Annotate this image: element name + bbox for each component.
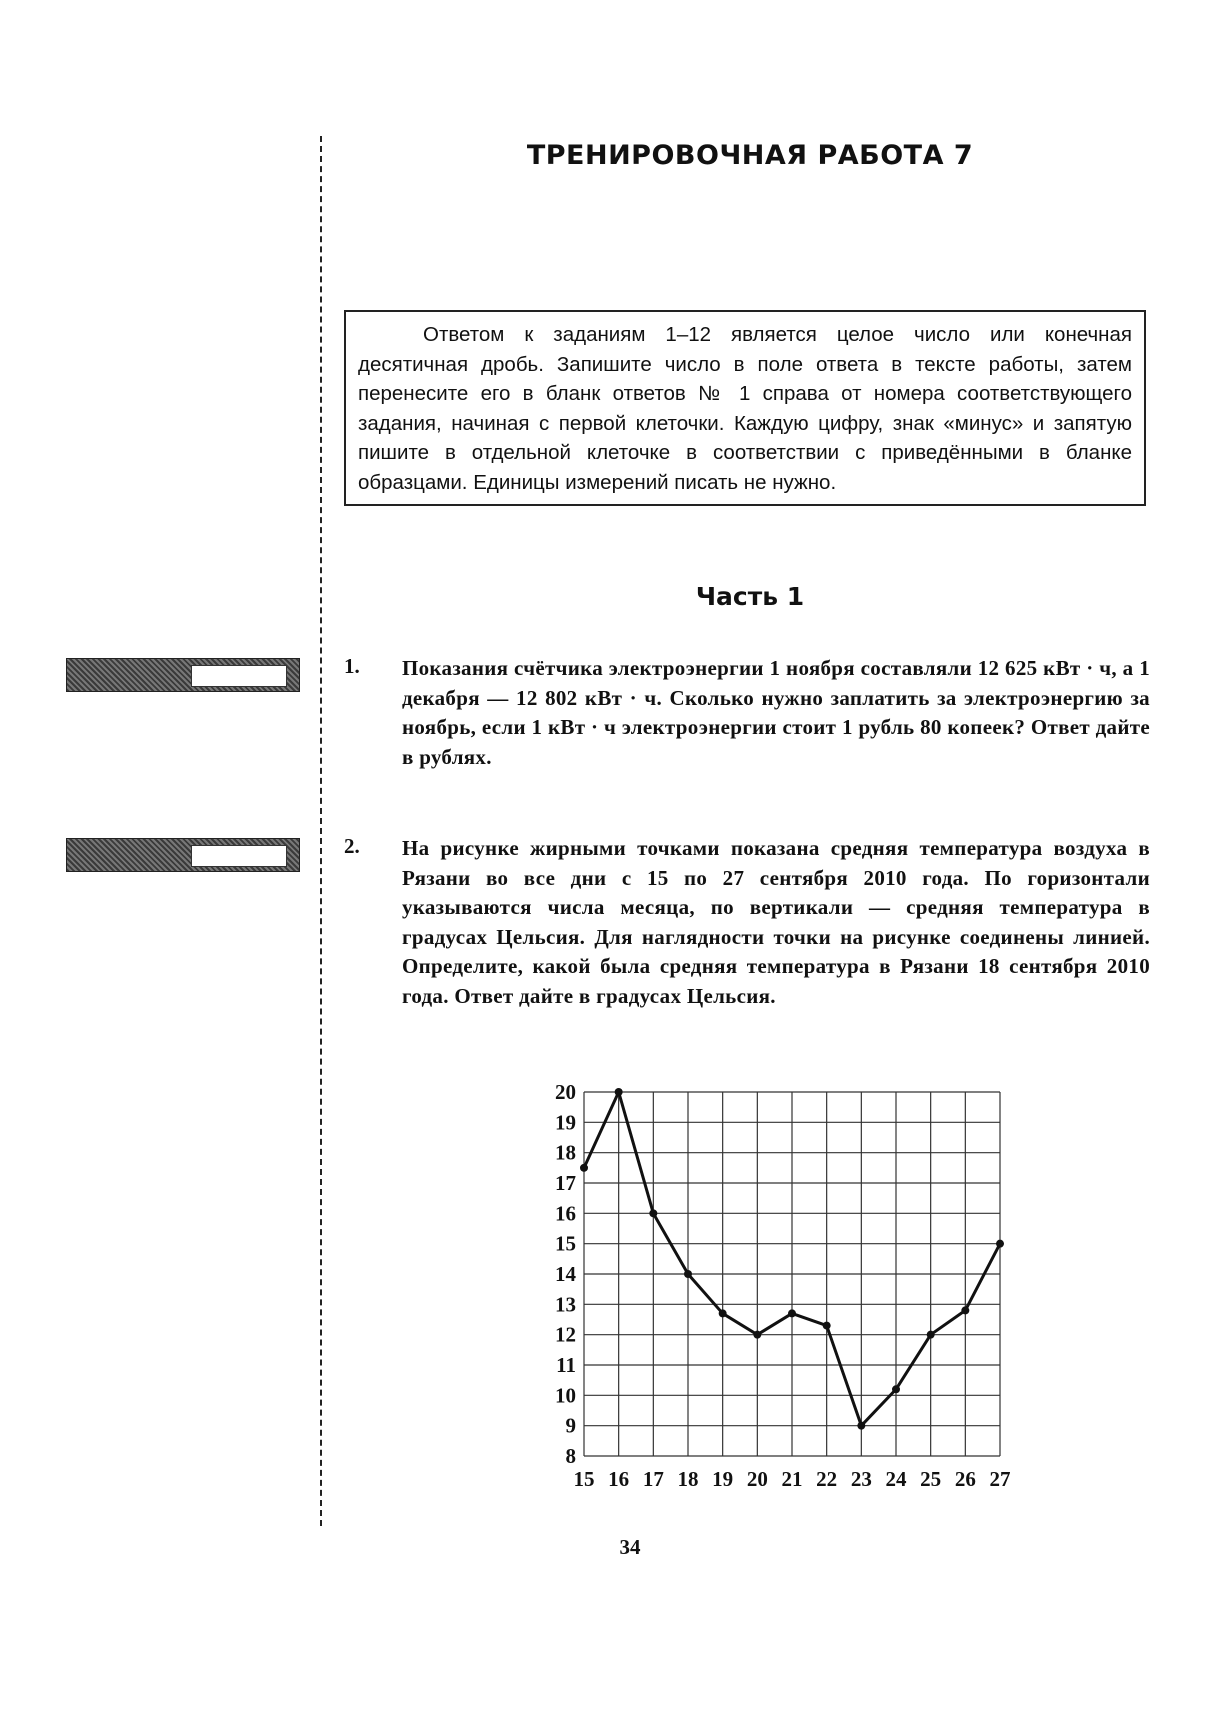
cut-line (320, 136, 322, 1526)
x-tick-label: 24 (885, 1467, 907, 1491)
x-tick-label: 21 (781, 1467, 803, 1491)
data-point (753, 1331, 761, 1339)
data-point (892, 1385, 900, 1393)
y-tick-label: 13 (555, 1292, 576, 1317)
x-tick-label: 23 (850, 1467, 872, 1491)
page-title: ТРЕНИРОВОЧНАЯ РАБОТА 7 (526, 140, 974, 171)
y-tick-label: 8 (565, 1444, 576, 1468)
data-point (615, 1088, 623, 1096)
x-tick-label: 27 (989, 1467, 1011, 1491)
answer-cell[interactable] (191, 845, 287, 867)
chart-grid (584, 1092, 1000, 1456)
task-number: 2. (344, 834, 360, 858)
task-text: Показания счётчика электроэнергии 1 ноября составляли 12 625 кВт · ч, а 1 декабря — 12 802 кВт · ч. Сколько нужно заплатить за электроэнергию за ноябрь, если 1 кВт · ч электроэнергии стоит 1 рубль 80 копеек? Ответ дайте в рублях. (402, 656, 1150, 769)
x-tick-label: 17 (642, 1467, 664, 1491)
x-tick-label: 16 (608, 1467, 630, 1491)
data-point (927, 1331, 935, 1339)
y-tick-label: 16 (555, 1201, 576, 1226)
data-point (788, 1309, 796, 1317)
y-tick-label: 20 (555, 1080, 576, 1104)
x-tick-label: 18 (677, 1467, 699, 1491)
y-tick-label: 19 (555, 1110, 576, 1135)
data-point (649, 1209, 657, 1217)
x-tick-label: 15 (573, 1467, 595, 1491)
x-tick-label: 19 (712, 1467, 734, 1491)
task-number: 1. (344, 654, 360, 678)
task-text: На рисунке жирными точками показана средняя температура воздуха в Рязани во все дни с 15 по 27 сентября 2010 года. По горизонтали указываются числа месяца, по вертикали — средняя температура в градусах Цельсия. Для наглядности точки на рисунке соединены линией. Определите, какой была средняя температура в Рязани 18 сентября 2010 года. Ответ дайте в градусах Цельсия. (402, 836, 1150, 1008)
data-point (823, 1322, 831, 1330)
part-heading: Часть 1 (695, 582, 805, 611)
y-tick-label: 10 (555, 1383, 576, 1408)
data-point (719, 1309, 727, 1317)
y-axis-tick-labels (555, 1080, 577, 1468)
answer-cell[interactable] (191, 665, 287, 687)
temperature-chart (520, 1070, 1040, 1500)
data-point (857, 1422, 865, 1430)
page-number: 34 (619, 1535, 641, 1559)
y-tick-label: 18 (555, 1140, 576, 1165)
answer-field-task-2[interactable] (66, 838, 300, 872)
data-point (961, 1306, 969, 1314)
x-tick-label: 20 (746, 1467, 768, 1491)
y-tick-label: 17 (555, 1171, 576, 1195)
data-point (580, 1164, 588, 1172)
answer-field-task-1[interactable] (66, 658, 300, 692)
y-tick-label: 11 (556, 1353, 576, 1377)
x-tick-label: 22 (816, 1467, 838, 1491)
x-tick-label: 25 (920, 1467, 942, 1491)
data-point (996, 1240, 1004, 1248)
y-tick-label: 12 (555, 1322, 576, 1347)
x-tick-label: 26 (954, 1467, 976, 1491)
instructions-box: Ответом к заданиям 1–12 является целое число или конечная десятичная дробь. Запишите число в поле ответа в тексте работы, затем перенесите его в бланк ответов № 1 справа от номера соответствующего задания, начиная с первой клеточки. Каждую цифру, знак «минус» и запятую пишите в отдельной клеточке в соответствии с приведёнными в бланке образцами. Единицы измерений писать не нужно. (344, 310, 1146, 506)
y-tick-label: 15 (555, 1231, 576, 1256)
y-tick-label: 14 (555, 1262, 576, 1286)
x-axis-tick-labels (574, 1467, 1011, 1491)
data-point (684, 1270, 692, 1278)
y-tick-label: 9 (565, 1413, 576, 1438)
